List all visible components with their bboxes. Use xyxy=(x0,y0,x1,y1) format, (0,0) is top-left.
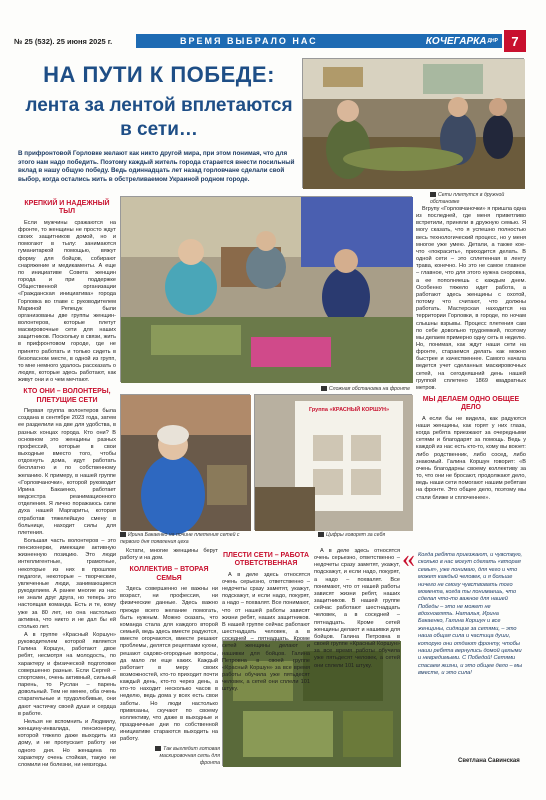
irina-photo-illustration xyxy=(121,395,251,531)
column-right xyxy=(416,206,526,542)
caption-bottom-middle: Цифры говорят за себя xyxy=(318,532,410,539)
column-1 xyxy=(18,196,116,784)
photo-poster xyxy=(254,394,412,530)
section-4-text: А в деле здесь относятся очень серьезно, ответственно – недочеты сразу заметят, укажут, подскажут, и если надо, покурят, а надо – похвалят. Все понимают, что от нашей работы зависят жизни ребят, наших защитников. В нашей группе сейчас работают шестнадцать человек, а в соседней – пятнадцать. Кроме сетей женщины делают и нашивки для бойцов. Галина Петровна в своей группе «Красный Коршун» за все время работы обучила уже пятьдесят человек, а сетей они сплели 101 штуку. xyxy=(222,571,310,693)
caption-middle: Сложная обстановка на фронте xyxy=(318,386,410,406)
section-title-2: КТО ОНИ – ВОЛОНТЕРЫ, ПЛЕТУЩИЕ СЕТИ xyxy=(23,388,111,404)
pull-quote: Когда ребята приезжают, и чувствую, сколько в нас могут сделать «вторая семья», уже понимаю, для чего и что может каждый человек, и я больше ничего не смогу чувствовать того момента, когда ты понимаешь, что сделал что-то важное для нашей Победы – это не может не вдохновлять. Наталья, Ирина Бакаенко, Галина Коршун и все женщины, сидящие за сетями, – это наша общая сила и частица души, которую они отдают фронту, чтобы наши ребята вернулись домой целыми и невредимыми. С Победой! Сетями спасаем жизни, и это общее дело – мы вместе, и это сила! xyxy=(418,552,523,676)
newspaper-logo xyxy=(422,34,502,48)
section-title-4: ПЛЕСТИ СЕТИ – РАБОТА ОТВЕТСТВЕННАЯ xyxy=(222,552,310,568)
poster-title: Группа «КРАСНЫЙ КОРШУН» xyxy=(308,407,389,413)
camera-icon xyxy=(321,386,327,391)
rubric-title: ВРЕМЯ ВЫБРАЛО НАС xyxy=(180,36,318,46)
caption-bottom-left: Ирина Бакаенко на почине плетения сетей с первого дня появления цеха xyxy=(120,532,240,545)
section-3-text: Здесь совершенно не важны ни возраст, ни профессия, ни физические данные. Здесь важно прежде всего желание помогать, быть нужным. Можно сказать, что команда стала для каждого второй семьей, ведь здесь вместе радуются, вместе огорчаются, вместе решают проблемы, делятся рецептами кухни, решают садово-огородные вопросы, да мало ли еще каких. Каждый работает в меру своих возможностей, кто-то приходит почти каждый день, кто-то через день, а кто-то находит несколько часов в неделю, ведь дома у всех есть свои заботы. Но люди настолько привязаны, скучают по своему коллективу, что даже в выходные и праздничные дни по собственной инициативе стараются выходить на работу. xyxy=(120,586,218,743)
issue-number: № 25 (532). 25 июня 2025 г. xyxy=(14,36,113,46)
caption-top-right: Сети плетутся в дружной обстановке xyxy=(430,192,505,205)
logo-text: КОЧЕГАРКА xyxy=(425,35,487,47)
camera-icon xyxy=(318,532,324,537)
section-5-text: Вгрупу «Горловчаночки» я пришла одна из последней, где меня приветливо встретили, приняли в дружную семью. Я могу сказать, что я успешно полностью весь технологический процесс, но у меня многое уже умею. Детали, а также кое-что «покрасить», приходится делать. В одной сети – это сплетенная в ленту трава, конечно. Но это не самое главное – главное, что для этого нужна сноровка, а ее пополняешь с каждым днем. Особенно тяжело идет работа, а работают здесь женщины с охотой, потому что считают, что должны работать. Мастерская находится на территории Горловки, в городе, по ночам слышны взрывы. Процесс плетения сам по себе довольно трудоемкий, поэтому мы делаем примерно одну сеть в неделю. Но, понимая, как ждут наши сети на фронте, стараемся делать как можно быстрее и качественнее. Самого начала ведется учет сделанных маскировочных сетей, на сегодняшний день нашей группой сплетено 1869 квадратных метров. xyxy=(416,206,526,391)
page-number: 7 xyxy=(504,30,526,52)
workshop-photo-illustration xyxy=(303,59,525,189)
section-title-3: КОЛЛЕКТИВ – ВТОРАЯ СЕМЬЯ xyxy=(129,566,209,582)
column-2 xyxy=(120,548,218,786)
camera-icon xyxy=(430,192,436,197)
column-4 xyxy=(314,548,400,669)
lead-paragraph: В прифронтовой Горловке желают как никто другой мира, при этом понимая, что для этого нам надо победить. Поэтому каждый житель города старается внести посильный вклад в нашу общую победу. Ведь одиннадцать лет назад горловчане сделали свой выбор, когда остались жить в обстреливаемом Украиной родном городе. xyxy=(18,150,295,183)
section-6-text: А если бы не видела, как радуются наши женщины, как горят у них глаза, когда ребята приезжают за очередными сетями и благодарят за помощь. Ведь у каждой из нас есть кто-то, кому вы воюет: либо родственник, либо сосед, либо знакомый. Галина Коршун говорит: «В очень благодарны своему коллективу за то, что они не бросают, продолжают дело, ведь наши сети помогают нашим ребятам на фронте. Это общее дело, поэтому мы стали ближе и сплоченнее». xyxy=(416,415,526,501)
section-2-text-4: Нельзя не вспомнить и Людмилу, женщину-инвалида, пенсионерку, которой тяжело даже выходить из дому, и не пропускает работу ни одного дня. Но женщина по характеру очень стойкая, такую не сломили ни болезни, ни невзгоды. xyxy=(18,718,116,768)
rubric-band xyxy=(136,34,422,48)
netting-photo-illustration xyxy=(121,197,413,383)
section-2-text-3: А в группе «Красный Коршун» руководителем которой является Галина Коршун, работают двое ребят, несмотря на молодость, по характеру и физической подготовке совершенно разные. Если Сергей – спортсмен, очень активный, сильный парень, то Руслан – парень довольный. Тем не менее, оба очень старательные и трудолюбивые, они дают частичку своей души и сердца в работе. xyxy=(18,632,116,717)
column-3 xyxy=(222,548,310,693)
headline-line1: НА ПУТИ К ПОБЕДЕ: xyxy=(43,62,275,87)
section-3-lead: Кстати, многие женщины берут работу и на дом. xyxy=(120,548,218,562)
photo-netting-middle xyxy=(120,196,412,382)
article-author: Светлана Савинская xyxy=(458,758,520,764)
photo-irina xyxy=(120,394,250,530)
section-1-text: Если мужчины сражаются на фронте, то женщины не просто ждут своих защитников домой, но и помогают в тылу: занимаются гуманитаркой помощью, вяжут форму для бойцов, собирают снаряжение и медикаменты. А еще по инициативе Совета женщин города и при поддержке Общественной организации «Гражданская инициатива» города Горловка во главе с руководителем Мариной Репецук были организованы две группы женщин-волонтеров, которые плетут маскировочные сети для наших защитников. Поскольку в связи, жить в прифронтовом городе, где не принято работать и только сидеть в безопасном месте, в одной из групп, то мне немного удалось рассказать о людях, которые здесь работают, как живут они и о чем мечтают. xyxy=(18,219,116,384)
caption-bottom-right: Так выглядит готовая маскировочная сеть для фронта xyxy=(140,746,220,766)
camera-icon xyxy=(120,532,126,537)
section-4-continued: А в деле здесь относятся очень серьезно, ответственно – недочеты сразу заметят, укажут, подскажут, и если надо, покурят, а надо – похвалят. Все понимают, что от нашей работы зависят жизни ребят, наших защитников. В нашей группе сейчас работают шестнадцать человек, а в соседней – пятнадцать. Кроме сетей женщины делают и нашивки для бойцов. Галина Петровна в своей группе «Красный Коршун» за все время работы обучила уже пятьдесят человек, а сетей они сплели 101 штуку. xyxy=(314,548,400,669)
logo-suffix: ДНР xyxy=(487,38,498,44)
section-title-1: КРЕПКИЙ И НАДЕЖНЫЙ ТЫЛ xyxy=(24,200,110,216)
poster-photo-illustration xyxy=(255,395,413,531)
section-title-6: МЫ ДЕЛАЕМ ОДНО ОБЩЕЕ ДЕЛО xyxy=(422,396,520,412)
section-2-text: Первая группа волонтеров была создана в сентябре 2023 года, затем ее разделили на две для удобства, в разных концах города. Кто они? В основном это женщины разных профессий, которые в свои выходные вместо того, чтобы отдохнуть дома, идут работать бесплатно и по собственному желанию. К примеру, в нашей группе «Горловчаночки», которой руководит Ирина Бакаенко, работает медсестра реанимационного отделения. Я лично поражаюсь силе духа нашей Маргариты, которая отработав тяжелейшую смену в больнице, находит силы для плетения. xyxy=(18,408,116,536)
photo-workshop-top xyxy=(302,58,524,188)
quote-mark-icon: « xyxy=(402,544,415,573)
section-2-text-2: Большая часть волонтеров – это пенсионерки, имеющие активную жизненную позицию. Это люди интеллигентные, грамотные, некоторые из них в прошлом педагоги, некоторые – творческие, увлеченные люди, занимающиеся рукоделием. А ранее многие из нас не знали друг друга, но теперь это настоящая команда. Есть и те, кому уже за 80 лет, но она настолько активна, что никто и не дал бы ей столько лет. xyxy=(18,537,116,630)
headline-line2: лента за лентой вплетаются в сети… xyxy=(25,95,293,140)
headline xyxy=(18,62,300,142)
page-header xyxy=(14,30,526,52)
